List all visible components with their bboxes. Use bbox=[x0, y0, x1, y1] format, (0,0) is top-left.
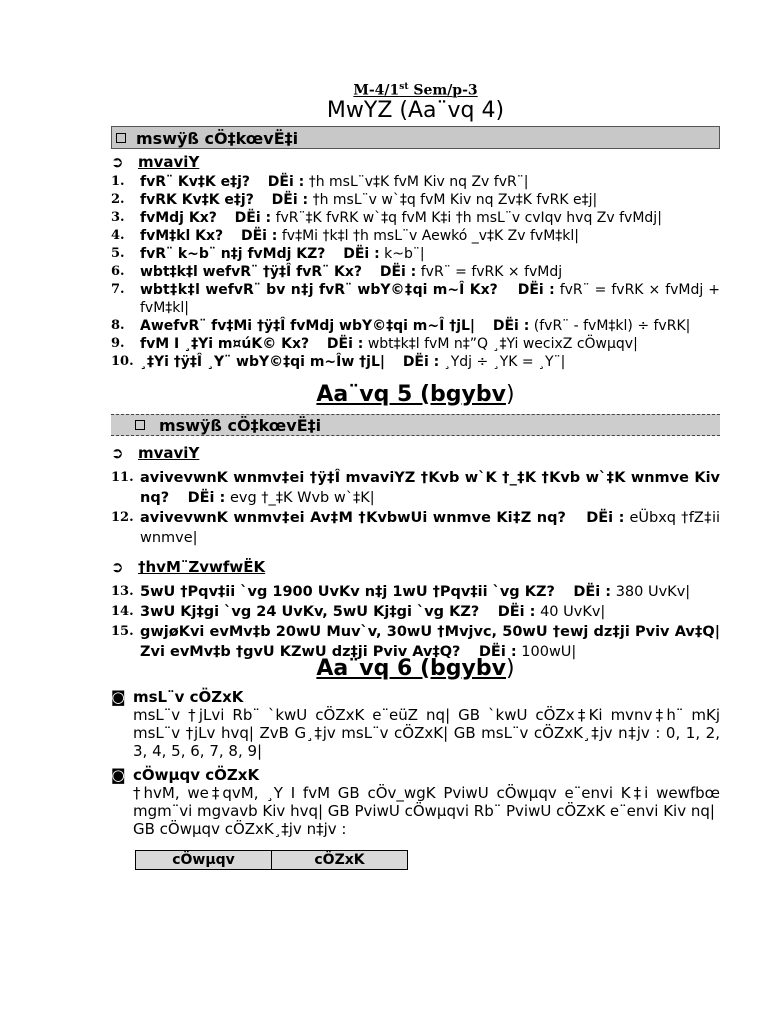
answer-label: DËi : bbox=[517, 282, 555, 298]
item-body bbox=[140, 602, 720, 622]
item-number: 14. bbox=[111, 604, 134, 619]
question-text: fvR¨ Kv‡K e‡j? bbox=[140, 174, 250, 190]
target-bullet-icon: ◙ bbox=[111, 766, 126, 784]
circled-arrow-icon: ➲ bbox=[111, 558, 124, 576]
item-body bbox=[140, 582, 720, 602]
item-body bbox=[140, 317, 720, 335]
checkbox-bullet-icon bbox=[135, 420, 145, 430]
item-number: 9. bbox=[111, 336, 125, 351]
answer-text: evg †_‡K Wvb w`‡K| bbox=[229, 490, 375, 506]
list-item bbox=[111, 468, 720, 508]
list-item bbox=[111, 281, 720, 317]
answer-text: 100wU| bbox=[521, 644, 577, 660]
question-text: wbt‡k‡l wefvR¨ bv n‡j fvR¨ wbY©‡qi m~Î Kx? bbox=[140, 282, 498, 298]
list-item bbox=[111, 245, 720, 263]
answer-label: DËi : bbox=[586, 510, 625, 526]
subsection-general: ➲ mvaviY bbox=[111, 153, 200, 171]
question-text: wbt‡k‡l wefvR¨ †ÿ‡Î fvR¨ Kx? bbox=[140, 264, 363, 280]
subsection-ability: ➲ †hvM¨ZvwfwËK bbox=[111, 558, 266, 576]
item-number: 3. bbox=[111, 210, 125, 225]
circled-arrow-icon: ➲ bbox=[111, 153, 124, 171]
question-text: avivevwnK wnmv‡ei Av‡M †KvbwUi wnmve Ki‡Z nq? bbox=[140, 510, 566, 526]
answer-label: DËi : bbox=[478, 644, 517, 660]
question-text: fvR¨ k~b¨ n‡j fvMdj KZ? bbox=[140, 246, 326, 262]
item-number: 5. bbox=[111, 246, 125, 261]
answer-label: DËi : bbox=[267, 174, 305, 190]
answer-text: fvR¨ = fvRK × fvMdj + fvM‡kl| bbox=[140, 282, 720, 316]
table-header-symbol: cÖZxK bbox=[272, 851, 408, 870]
answer-label: DËi : bbox=[343, 246, 380, 262]
item-number: 7. bbox=[111, 282, 125, 297]
question-text: fvRK Kv‡K e‡j? bbox=[140, 192, 254, 208]
item-body bbox=[140, 263, 720, 281]
page-code: M-4/1st Sem/p-3 bbox=[353, 82, 478, 99]
number-symbols-text: msL¨v †jLvi Rb¨ `kwU cÖZxK e¨eüZ nq| GB `kwU cÖZx‡Ki mvnv‡h¨ mKj msL¨v †jLv hvq| ZvB G¸‡jv msL¨v cÖZxK| GB msL¨v cÖZxK¸‡jv n‡jv : 0, 1, 2, 3, 4, 5, 6, 7, 8, 9| bbox=[133, 706, 720, 760]
question-text: avivevwnK wnmv‡ei †ÿ‡Î mvaviYZ †Kvb w`K †_‡K †Kvb w`‡K wnmve Kiv nq? bbox=[140, 470, 720, 506]
question-text: 5wU †Pqv‡ii `vg 1900 UvKv n‡j 1wU †Pqv‡ii `vg KZ? bbox=[140, 584, 555, 600]
question-text: AwefvR¨ fv‡Mi †ÿ‡Î fvMdj wbY©‡qi m~Î †jL| bbox=[140, 318, 476, 334]
answer-label: DËi : bbox=[573, 584, 612, 600]
item-body bbox=[140, 191, 720, 209]
list-item bbox=[111, 227, 720, 245]
list-item bbox=[111, 602, 720, 622]
item-body bbox=[140, 468, 720, 508]
section-bar-short-questions-2: mswÿß cÖ‡kœvË‡i bbox=[111, 414, 720, 436]
question-text: fvM‡kl Kx? bbox=[140, 228, 224, 244]
item-number: 13. bbox=[111, 584, 134, 599]
operation-symbols-table bbox=[135, 850, 408, 870]
answer-label: DËi : bbox=[187, 490, 226, 506]
list-item bbox=[111, 317, 720, 335]
answer-text: fvR¨ = fvRK × fvMdj bbox=[420, 264, 563, 280]
answer-text: ¸Ydj ÷ ¸YK = ¸Y¨| bbox=[443, 354, 566, 370]
item-number: 6. bbox=[111, 264, 125, 279]
chapter4-title: MwYZ (Aa¨vq 4) bbox=[326, 98, 505, 123]
answer-label: DËi : bbox=[271, 192, 309, 208]
item-body bbox=[140, 281, 720, 317]
list-item bbox=[111, 582, 720, 602]
item-body bbox=[140, 508, 720, 548]
answer-text: (fvR¨ - fvM‡kl) ÷ fvRK| bbox=[533, 318, 691, 334]
answer-text: †h msL¨v‡K fvM Kiv nq Zv fvR¨| bbox=[308, 174, 529, 190]
operation-symbols-block: ◙ cÖwµqv cÖZxK †hvM, we‡qvM, ¸Y I fvM GB cÖv_wgK PviwU cÖwµqv e¨envi K‡i wewfbœ mgm¨vi mgvavb Kiv hvq| GB PviwU cÖwµqvi Rb¨ PviwU cÖZxK e¨envi Kiv nq| GB cÖwµqv cÖZxK¸‡jv n‡jv : bbox=[111, 766, 720, 838]
item-number: 1. bbox=[111, 174, 125, 189]
question-text: fvM I ¸‡Yi m¤úK© Kx? bbox=[140, 336, 310, 352]
list-item bbox=[111, 173, 720, 191]
checkbox-bullet-icon bbox=[116, 133, 126, 143]
item-number: 11. bbox=[111, 470, 134, 485]
item-body bbox=[140, 335, 720, 353]
answer-text: fvR¨‡K fvRK w`‡q fvM K‡i †h msL¨v cvIqv hvq Zv fvMdj| bbox=[275, 210, 662, 226]
item-body bbox=[140, 353, 720, 371]
question-list bbox=[111, 173, 720, 371]
answer-label: DËi : bbox=[240, 228, 278, 244]
question-list-3 bbox=[111, 582, 720, 662]
subsection-general-2: ➲ mvaviY bbox=[111, 444, 200, 462]
item-number: 2. bbox=[111, 192, 125, 207]
answer-text: wbt‡k‡l fvM n‡”Q ¸‡Yi wecixZ cÖwµqv| bbox=[367, 336, 638, 352]
number-symbols-block: ◙ msL¨v cÖZxK msL¨v †jLvi Rb¨ `kwU cÖZxK e¨eüZ nq| GB `kwU cÖZx‡Ki mvnv‡h¨ mKj msL¨v †jLv hvq| ZvB G¸‡jv msL¨v cÖZxK| GB msL¨v cÖZxK¸‡jv n‡jv : 0, 1, 2, 3, 4, 5, 6, 7, 8, 9| bbox=[111, 688, 720, 760]
item-body bbox=[140, 173, 720, 191]
item-number: 8. bbox=[111, 318, 125, 333]
list-item bbox=[111, 353, 720, 371]
answer-label: DËi : bbox=[326, 336, 364, 352]
answer-label: DËi : bbox=[234, 210, 272, 226]
operation-symbols-line: GB cÖwµqv cÖZxK¸‡jv n‡jv : bbox=[133, 820, 347, 838]
chapter6-title: Aa¨vq 6 (bgybv) bbox=[316, 656, 515, 681]
question-text: ¸‡Yi †ÿ‡Î ¸Y¨ wbY©‡qi m~Îw †jL| bbox=[140, 354, 385, 370]
question-text: gwjøKvi evMv‡b 20wU Muv`v, 30wU †Mvjvc, 50wU †ewj dz‡ji Pviv Av‡Q| Zvi evMv‡b †gvU KZwU dz‡ji Pviv Av‡Q? bbox=[140, 624, 720, 660]
question-text: 3wU Kj‡gi `vg 24 UvKv, 5wU Kj‡gi `vg KZ? bbox=[140, 604, 480, 620]
item-number: 12. bbox=[111, 510, 134, 525]
question-text: fvMdj Kx? bbox=[140, 210, 217, 226]
answer-text: †h msL¨v w`‡q fvM Kiv nq Zv‡K fvRK e‡j| bbox=[312, 192, 598, 208]
list-item bbox=[111, 209, 720, 227]
list-item bbox=[111, 191, 720, 209]
list-item bbox=[111, 508, 720, 548]
item-number: 4. bbox=[111, 228, 125, 243]
chapter5-title: Aa¨vq 5 (bgybv) bbox=[316, 382, 515, 407]
table-header-operation: cÖwµqv bbox=[136, 851, 272, 870]
circled-arrow-icon: ➲ bbox=[111, 444, 124, 462]
item-number: 15. bbox=[111, 624, 134, 639]
answer-label: DËi : bbox=[379, 264, 417, 280]
list-item bbox=[111, 263, 720, 281]
question-list-2 bbox=[111, 468, 720, 548]
item-number: 10. bbox=[111, 354, 134, 369]
document-body bbox=[111, 78, 720, 870]
answer-text: k~b¨| bbox=[384, 246, 425, 262]
answer-text: fv‡Mi †k‡l †h msL¨v Aewkó _v‡K Zv fvM‡kl| bbox=[281, 228, 580, 244]
section-bar-short-questions: mswÿß cÖ‡kœvË‡i bbox=[111, 126, 720, 149]
answer-text: 380 UvKv| bbox=[615, 584, 691, 600]
item-body bbox=[140, 209, 720, 227]
operation-symbols-text: †hvM, we‡qvM, ¸Y I fvM GB cÖv_wgK PviwU cÖwµqv e¨envi K‡i wewfbœ mgm¨vi mgvavb Kiv hvq| GB PviwU cÖwµqvi Rb¨ PviwU cÖZxK e¨envi Kiv nq| bbox=[133, 784, 720, 820]
item-body bbox=[140, 227, 720, 245]
answer-text: eÜbxq †fZ‡ii wnmve| bbox=[140, 510, 721, 546]
answer-label: DËi : bbox=[497, 604, 536, 620]
answer-label: DËi : bbox=[402, 354, 440, 370]
target-bullet-icon: ◙ bbox=[111, 688, 126, 706]
answer-text: 40 UvKv| bbox=[540, 604, 606, 620]
item-body bbox=[140, 245, 720, 263]
answer-label: DËi : bbox=[492, 318, 530, 334]
list-item bbox=[111, 335, 720, 353]
